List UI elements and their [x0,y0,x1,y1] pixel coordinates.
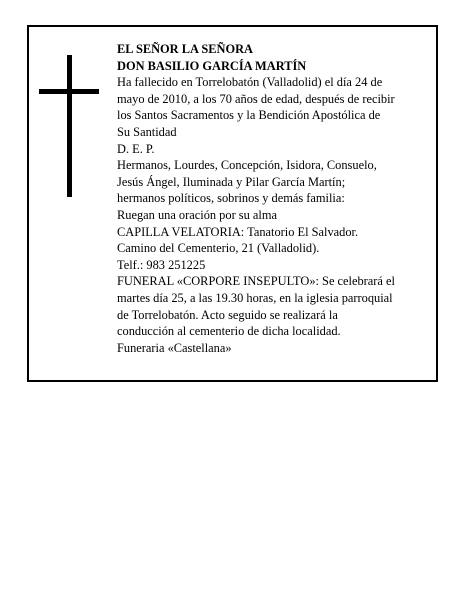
notice-line: mayo de 2010, a los 70 años de edad, después de recibir [117,91,395,106]
deceased-name: DON BASILIO GARCÍA MARTÍN [117,58,307,73]
obituary-notice [27,25,438,382]
latin-cross-icon [39,55,99,197]
notice-line-phone: Telf.: 983 251225 [117,257,206,272]
notice-line-chapel: CAPILLA VELATORIA: Tanatorio El Salvador. [117,224,359,239]
notice-line-funeral: FUNERAL «CORPORE INSEPULTO»: Se celebrará el [117,274,395,289]
notice-line: Su Santidad [117,124,177,139]
cross-horizontal-bar [39,89,99,94]
notice-line: Ha fallecido en Torrelobatón (Valladolid) el día 24 de [117,75,383,90]
notice-line: Ruegan una oración por su alma [117,207,277,222]
notice-line: martes día 25, a las 19.30 horas, en la iglesia parroquial [117,290,393,305]
notice-line: hermanos políticos, sobrinos y demás familia: [117,191,345,206]
cross-vertical-bar [67,55,72,197]
notice-line-address: Camino del Cementerio, 21 (Valladolid). [117,241,320,256]
notice-line: Jesús Ángel, Iluminada y Pilar García Martín; [117,174,346,189]
notice-line: los Santos Sacramentos y la Bendición Apostólica de [117,108,381,123]
notice-text [117,41,437,356]
notice-line: de Torrelobatón. Acto seguido se realizará la [117,307,338,322]
notice-line-dep: D. E. P. [117,141,155,156]
notice-header-line-1: EL SEÑOR LA SEÑORA [117,42,253,56]
notice-line-funeral-home: Funeraria «Castellana» [117,340,232,355]
notice-line: Hermanos, Lourdes, Concepción, Isidora, Consuelo, [117,158,377,173]
notice-line: conducción al cementerio de dicha localidad. [117,324,341,339]
